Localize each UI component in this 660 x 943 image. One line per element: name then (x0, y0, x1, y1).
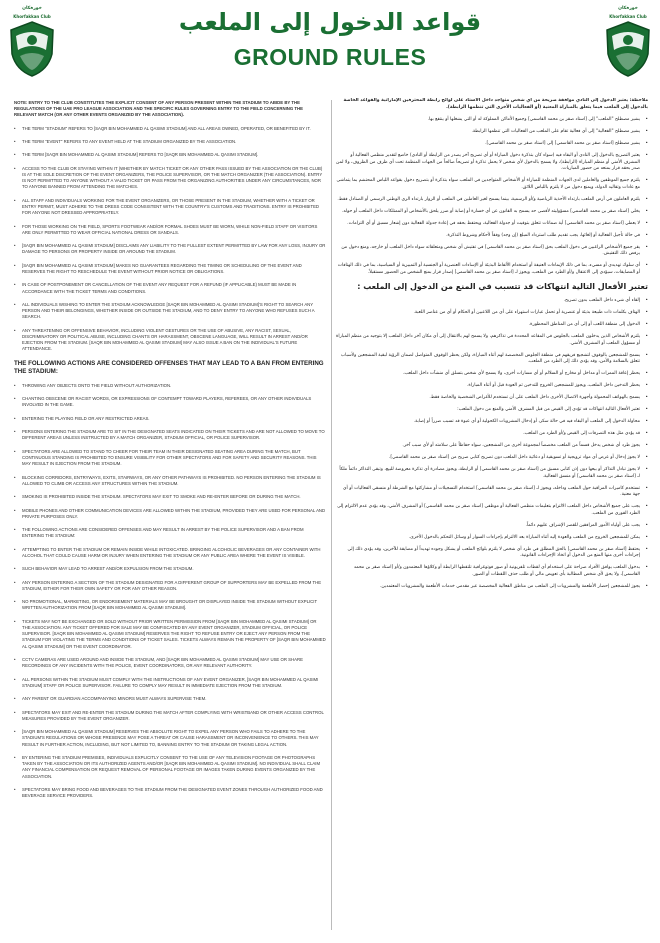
rule-text: [SAQR BIN MOHAMMED AL QASIMI STADIUM] RESERVES THE ABSOLUTE RIGHT TO EXPEL ANY PERSON WHO FAILS TO ADHERE TO THE STADIUM'S REGULATIONS OR WHOSE PRESENCE MAY POSE A THREAT OR CAUSE HARASSMENT OR INCONVENIENCE TO OTHERS. THIS MAY RESULT IN FURTHER ACTION, INCLUDING, BUT NOT LIMITED TO, BANNING ENTRY TO THE STADIUM OR TAKING LEGAL ACTION. (22, 729, 319, 747)
rule-item (14, 429, 326, 441)
rule-text: يشير مصطلح "الملعب" إلى [استاد صقر بن محمد القاسمي] وجميع الأماكن المملوكة له أو التي يشغلها أو ينتفع بها. (427, 117, 640, 123)
bullet-icon: • (14, 165, 16, 171)
rule-item (14, 755, 326, 780)
bullet-icon: • (645, 431, 648, 437)
rule-item (14, 619, 326, 650)
bullet-icon: • (14, 301, 16, 307)
bullet-icon: • (645, 321, 648, 327)
rule-text: يحظر إعاقة الممرات أو مداخل أو مخارج أو السلالم أو أي مسارات أخرى، ولا يسمح لأي شخص بتسلق أي منشآت داخل الملعب. (402, 371, 640, 377)
rule-text: SMOKING IS PROHIBITED INSIDE THE STADIUM. SPECTATORS MAY EXIT TO SMOKE AND RE-ENTER BEFORE OR DURING THE MATCH. (22, 494, 301, 500)
page-title-arabic: قواعد الدخول إلى الملعب (178, 8, 482, 36)
rule-item (336, 395, 648, 402)
rule-item (14, 547, 326, 559)
rule-text: قد يؤدي مثل هذه التصرفات إلى القبض و/أو الطرد من الملعب. (523, 431, 640, 437)
logo-club-name-ar: خورفكان (22, 6, 42, 11)
bullet-icon: • (14, 618, 16, 624)
bullet-icon: • (645, 117, 648, 123)
arabic-rules-list (336, 117, 648, 276)
bullet-icon: • (645, 196, 648, 202)
rule-item (336, 565, 648, 578)
bullet-icon: • (645, 504, 648, 510)
bullet-icon: • (14, 474, 16, 480)
rule-item (336, 419, 648, 426)
rule-item (336, 263, 648, 276)
rule-text: THE TERM [SAQR BIN MOHAMMED AL QASIMI STADIUM] REFERS TO [SAQR BIN MOHAMMED AL QASIMI STADIUM]. (22, 152, 259, 158)
rule-item (336, 353, 648, 366)
bullet-icon: • (14, 382, 16, 388)
rule-item (336, 383, 648, 390)
rule-text: THE TERM "EVENT" REFERS TO ANY EVENT HELD AT THE STADIUM ORGANIZED BY THE ASSOCIATION. (22, 139, 237, 144)
bullet-icon: • (14, 527, 16, 533)
rule-item (14, 166, 326, 191)
rule-item (336, 504, 648, 517)
rule-text: يسمح للمشجعين بالوقوف لتشجيع فريقهم في منطقة الجلوس المخصصة لهم أثناء المباراة، ولكن يحظر الوقوف المتواصل لضمان الرؤية لبقية المشجعين ولأسباب تتعلق بالسلامة والأمن، وقد يؤدي ذلك إلى الطرد من الملعب. (340, 352, 640, 365)
rule-item (336, 407, 648, 414)
rule-item (336, 334, 648, 347)
bullet-icon: • (14, 579, 16, 585)
bullet-icon: • (14, 139, 16, 144)
bullet-icon: • (645, 383, 648, 389)
rule-text: CCTV CAMERAS ARE USED AROUND AND INSIDE THE STADIUM, AND [SAQR BIN MOHAMMED AL QASIMI STADIUM] MAY USE OR SHARE RECORDINGS OF ANY INCIDENTS WITH THE POLICE, EVENT COORDINATORS, OR ANY RELEVANT AUTHORITY. (22, 657, 303, 669)
bullet-icon: • (14, 546, 16, 552)
rule-item (14, 302, 326, 321)
rule-text: ATTEMPTING TO ENTER THE STADIUM OR REMAIN INSIDE WHILE INTOXICATED. BRINGING ALCOHOLIC BEVERAGES OR ANY CONTAINER WITH ALCOHOL THAT COULD CAUSE HARM OR INJURY WHEN ENTERING THE STADIUM OR ANY PUBLIC AREA WHERE THE EVENT IS VISIBLE. (22, 546, 321, 558)
bullet-icon: • (14, 327, 16, 333)
bullet-icon: • (14, 709, 16, 715)
rule-item (14, 152, 326, 158)
bullet-icon: • (14, 243, 16, 249)
bullet-icon: • (645, 220, 648, 226)
bullet-icon: • (645, 395, 648, 401)
english-section-heading: THE FOLLOWING ACTIONS ARE CONSIDERED OFFENSES THAT MAY LEAD TO A BAN FROM ENTERING THE STADIUM: (14, 359, 324, 375)
rule-item (336, 310, 648, 317)
bullet-icon: • (645, 419, 648, 425)
arabic-section-heading: تعتبر الأفعال التالية انتهاكات قد تتسبب في المنع من الدخول إلى الملعب : (357, 281, 648, 291)
rule-text: IN CASE OF POSTPONEMENT OR CANCELLATION OF THE EVENT ANY REQUEST FOR A REFUND (IF APPLICABLE) MUST BE MADE IN ACCORDANCE WITH THE TICKET TERMS AND CONDITIONS. (22, 282, 297, 294)
rule-text: ACCESS TO THE CLUB OR STAYING WITHIN IT (WHETHER BY MATCH TICKET OR ANY OTHER PASS ISSUED BY THE ASSOCIATION OR THE CLUB) IS AT THE SOLE DISCRETION OF THE EVENT ORGANIZERS, THE POLICE SUPERVISOR, OR THE MATCH ORGANIZER (THE ASSOCIATION). ENTRY IS NOT PERMITTED TO ANYONE WITHOUT A VALID TICKET OR PASS FROM THE ORGANIZING AUTHORITIES UNDER ANY CIRCUMSTANCES, NOR TO ANYONE BANNED FROM ATTENDING THE MATCHES. (22, 165, 323, 190)
rule-item (14, 787, 326, 799)
rule-item (336, 141, 648, 148)
rule-text: SPECTATORS MAY BRING FOOD AND BEVERAGES TO THE STADIUM FROM THE DESIGNATED EVENT ZONES THROUGH AUTHORIZED FOOD AND BEVERAGE SERVICE PROVIDERS. (22, 787, 323, 799)
rule-text: محاولة الدخول إلى الملعب أو البقاء فيه في حالة سكر، أو إدخال المشروبات الكحولية أو أي عبوة قد تسبب ضرراً أو إصابة. (413, 419, 640, 425)
bullet-icon: • (14, 282, 16, 288)
rule-item (336, 486, 648, 499)
english-rules-list (14, 126, 326, 353)
page-title-english: GROUND RULES (233, 44, 427, 70)
rule-text: TICKETS MAY NOT BE EXCHANGED OR SOLD WITHOUT PRIOR WRITTEN PERMISSION FROM [SAQR BIN MOHAMMED AL QASIMI STADIUM] OR THE ASSOCIATION. ANY TICKET OFFERED FOR SALE MAY BE CONFISCATED BY ANY EVENT ORGANIZER, STADIUM OFFICIAL, OR POLICE SUPERVISOR. [SAQR BIN MOHAMMED AL QASIMI STADIUM] RESERVES THE RIGHT TO REFUSE ENTRY OR EJECT ANY PERSON FROM THE STADIUM FOR VIOLATING THE TERMS AND CONDITIONS OF TICKET SALES. TICKETS ALWAYS REMAIN THE PROPERTY OF [SAQR BIN MOHAMMED AL QASIMI STADIUM] OR THE EVENT COORDINATOR. (22, 618, 326, 649)
rule-item (336, 443, 648, 450)
rule-item (14, 416, 326, 422)
rule-text: تعتبر الأفعال التالية انتهاكات قد تؤدي إلى القبض من قبل المشرف الأمني والمنع من دخول الملعب: (457, 407, 640, 413)
bullet-icon: • (14, 223, 16, 229)
rule-text: يجب على جميع الأشخاص داخل الملعب الالتزام بتعليمات منظمي الفعالية أو موظفي [استاد صقر بن محمد القاسمي] أو المشرف الأمني، وقد يؤدي عدم الالتزام إلى الطرد الفوري من الملعب. (337, 504, 640, 516)
rule-item (336, 129, 648, 136)
bullet-icon: • (645, 466, 648, 472)
rule-item (336, 245, 648, 258)
bullet-icon: • (645, 129, 648, 135)
rule-text: يخلي [استاد صقر بن محمد القاسمي] مسؤوليته لأقصى حد يسمح به القانون عن أي خسارة أو إصابة أو ضرر يلحق بالأشخاص أو الممتلكات داخل الملعب أو حوله. (341, 208, 640, 214)
rule-item (14, 383, 326, 389)
rule-text: أي سلوك تهديدي أو مسيء، بما في ذلك الإيماءات العنيفة أو استخدام الألفاظ البذيئة أو الإساءات العنصرية أو الجنسية أو التمييزية أو السياسية، بما في ذلك الهتافات أو المضايقات، سيؤدي إلى الاعتقال و/أو الطرد من الملعب، ويجوز لـ [استاد صقر بن محمد القاسمي] إصدار قرار بمنع الشخص من الحضور مستقبلاً. (337, 263, 640, 275)
rule-item (14, 566, 326, 572)
rule-text: THE TERM "STADIUM" REFERS TO [SAQR BIN MOHAMMED AL QASIMI STADIUM] AND ALL AREAS OWNED, OPERATED, OR BENEFITED BY IT. (22, 125, 311, 131)
rule-item (336, 431, 648, 438)
bullet-icon: • (14, 755, 16, 761)
rule-text: THROWING ANY OBJECTS ONTO THE FIELD WITHOUT AUTHORIZATION. (22, 382, 172, 388)
rule-text: ALL INDIVIDUALS WISHING TO ENTER THE STADIUM ACKNOWLEDGE [SAQR BIN MOHAMMED AL QASIMI STADIUM]'S RIGHT TO SEARCH ANY PERSON AND THEIR BELONGINGS, WHETHER INSIDE OR OUTSIDE THE STADIUM, AND TO DENY ENTRY TO ANYONE WHO REFUSES SUCH A SEARCH. (22, 301, 315, 320)
bullet-icon: • (645, 309, 648, 315)
rule-item (14, 475, 326, 487)
rule-item (336, 197, 648, 204)
rule-item (14, 599, 326, 611)
bullet-icon: • (14, 197, 16, 203)
header (0, 0, 660, 92)
bullet-icon: • (14, 599, 16, 605)
rule-item (14, 494, 326, 500)
rule-item (14, 677, 326, 689)
rule-item (336, 584, 648, 591)
rule-text: SPECTATORS MAY EXIT AND RE-ENTER THE STADIUM DURING THE MATCH AFTER COMPLYING WITH WRISTBAND OR OTHER ACCESS CONTROL MEASURES PROVIDED BY THE EVENT ORGANIZER. (22, 709, 324, 721)
rule-text: FOR THOSE WORKING ON THE FIELD, SPORTS FOOTWEAR AND/OR FORMAL SHOES MUST BE WORN, WHILE NON-FIELD STAFF OR VISITORS ARE ONLY PERMITTED TO WEAR OFFICIAL NATIONAL DRESS OR SANDALS. (22, 223, 318, 235)
bullet-icon: • (645, 407, 648, 413)
bullet-icon: • (14, 696, 16, 702)
bullet-icon: • (645, 352, 648, 358)
bullet-icon: • (645, 565, 648, 571)
bullet-icon: • (645, 208, 648, 214)
arabic-offenses-list (336, 298, 648, 590)
arabic-column (336, 98, 648, 936)
rule-text: BY ENTERING THE STADIUM PREMISES, INDIVIDUALS EXPLICITLY CONSENT TO THE USE OF ANY TELEVISION FOOTAGE OR PHOTOGRAPHS TAKEN BY THE ASSOCIATION OR ITS AUTHORIZED AGENTS AND/OR [SAQR BIN MOHAMMED AL QASIMI STADIUM]. NO INDIVIDUAL SHALL CLAIM ANY FINANCIAL COMPENSATION OR REQUEST REMOVAL OF PERSONAL FOOTAGE OR IMAGES TAKEN DURING EVENTS ORGANIZED BY THE ASSOCIATION. (22, 755, 321, 779)
rule-text: [SAQR BIN MOHAMMED AL QASIMI STADIUM] MAKES NO GUARANTEES REGARDING THE TIMING OR SCHEDULING OF THE EVENT AND RESERVES THE RIGHT TO RESCHEDULE THE EVENT WITHOUT PRIOR NOTICE OR OBLIGATIONS. (22, 262, 302, 274)
rule-item (14, 449, 326, 468)
rule-text: ANY THREATENING OR OFFENSIVE BEHAVIOR, INCLUDING VIOLENT GESTURES OR THE USE OF ABUSIVE, ANY RACIST, SEXUAL, DISCRIMINATORY OR POLITICAL ABUSE, INCLUDING CHANTS OR HARASSMENT, OBSCENE LANGUAGE, WILL RESULT IN ARREST AND/OR EJECTION FROM THE STADIUM. [SAQR BIN MOHAMMED AL QASIMI STADIUM] MAY ALSO ISSUE A BAN ON THE INDIVIDUAL'S FUTURE ATTENDANCE. (22, 327, 308, 352)
bullet-icon: • (14, 152, 16, 158)
rule-text: الدخول إلى منطقة اللعب أو إلى أي من المناطق المحظورة. (528, 321, 640, 327)
logo-club-name-en: Khorfakkan Club (13, 14, 51, 19)
rule-text: CHANTING OBSCENE OR RACIST WORDS, OR EXPRESSIONS OF CONTEMPT TOWARD PLAYERS, REFEREES, OR ANY OTHER INDIVIDUALS INVOLVED IN THE GAME. (22, 396, 312, 408)
rule-item (336, 153, 648, 173)
rule-item (14, 508, 326, 520)
rule-text: NO PROMOTIONAL, MARKETING, OR ENDORSEMENT MATERIALS MAY BE BROUGHT OR DISPLAYED INSIDE THE STADIUM WITHOUT EXPLICIT WRITTEN AUTHORIZATION FROM [SAQR BIN MOHAMMED AL QASIMI STADIUM]. (22, 599, 318, 611)
rule-text: SPECTATORS ARE ALLOWED TO STAND TO CHEER FOR THEIR TEAM IN THEIR DESIGNATED SEATING AREA DURING THE MATCH, BUT CONTINUOUS STANDING IS PROHIBITED TO ENSURE VISIBILITY FOR OTHER SPECTATORS AND FOR SAFETY AND SECURITY REASONS. THIS MAY RESULT IN EJECTION FROM THE STADIUM. (22, 448, 317, 467)
logo-club-name-en: Khorfakkan Club (609, 14, 647, 19)
rule-text: يمكن للمشجعين الخروج من الملعب والعودة إليه أثناء المباراة بعد الالتزام بإجراءات السوار أو وسائل التحكم بالدخول الأخرى. (408, 534, 640, 540)
rule-item (336, 547, 648, 560)
rule-text: [SAQR BIN MOHAMMED AL QASIMI STADIUM] DISCLAIMS ANY LIABILITY TO THE FULLEST EXTENT PERMITTED BY LAW FOR ANY LOSS, INJURY OR DAMAGE TO PERSONS OR PROPERTY INSIDE OR AROUND THE STADIUM. (22, 243, 326, 255)
rule-item (14, 328, 326, 353)
rule-text: بدخول الملعب يوافق الأفراد صراحة على استخدام أي لقطات تلفزيونية أو صور فوتوغرافية تلتقطها الرابطة أو وكلاؤها المعتمدون و/أو [استاد صقر بن محمد القاسمي]، ولا يحق لأي شخص المطالبة بأي تعويض مالي أو طلب حذف اللقطات أو الصور. (353, 565, 640, 577)
bullet-icon: • (14, 676, 16, 682)
bullet-icon: • (645, 485, 648, 491)
rule-item (14, 126, 326, 132)
bullet-icon: • (645, 141, 648, 147)
bullet-icon: • (645, 522, 648, 528)
bullet-icon: • (645, 333, 648, 339)
rule-text: يسمح بالهواتف المحمولة وأجهزة الاتصال الأخرى داخل الملعب على أن تستخدم للأغراض الشخصية والخاصة فقط. (429, 395, 640, 401)
bullet-icon: • (645, 153, 648, 159)
rule-item (336, 209, 648, 216)
rule-item (14, 527, 326, 539)
bullet-icon: • (645, 244, 648, 250)
english-offenses-list (14, 383, 326, 800)
column-divider (331, 100, 332, 930)
bullet-icon: • (14, 494, 16, 500)
bullet-icon: • (645, 297, 648, 303)
rule-item (336, 371, 648, 378)
bullet-icon: • (14, 657, 16, 663)
rule-item (14, 139, 326, 145)
rule-item (336, 535, 648, 542)
rule-text: THE FOLLOWING ACTIONS ARE CONSIDERED OFFENSES AND MAY RESULT IN ARREST BY THE POLICE SUPERVISOR AND A BAN FROM ENTERING THE STADIUM: (22, 527, 304, 539)
rule-text: يعتبر التصريح بالدخول إلى النادي أو البقاء فيه (سواء كان بتذكرة دخول المباراة أو أي تصريح آخر يصدر من الرابطة أو النادي) خاضع لتقدير منظمي الفعالية أو المشرف الأمني أو منظم المباراة (الرابطة)، ولا يسمح بالدخول لأي شخص لا يحمل تذكرة أو تصريحاً صالحاً من الجهات المنظمة تحت أي ظرف من الظروف، ولا لمن صدر بحقه قرار بمنعه من حضور المباريات. (336, 153, 640, 172)
rule-text: إلقاء أي شيء داخل الملعب بدون تصريح. (563, 297, 640, 303)
rule-text: لا يجوز تبادل التذاكر أو بيعها دون إذن كتابي مسبق من [استاد صقر بن محمد القاسمي] أو الرابطة، ويجوز مصادرة أي تذكرة معروضة للبيع، وتبقى التذاكر دائماً ملكاً لـ [استاد صقر بن محمد القاسمي] أو منسق الفعالية. (339, 466, 640, 479)
rule-item (14, 657, 326, 669)
bullet-icon: • (14, 566, 16, 572)
rule-text: الهتاف بكلمات ذات طبيعة بذيئة أو عنصرية أو تحمل عبارات استهزاء على أي من اللاعبين أو الحكام أو أي من عناصر اللعبة. (413, 309, 640, 315)
bullet-icon: • (645, 263, 648, 269)
bullet-icon: • (14, 448, 16, 454)
rule-text: يلتزم الأشخاص الذين يدخلون الملعب بالجلوس في المقاعد المحددة في تذاكرهم، ولا يسمح لهم بالانتقال إلى أي مكان آخر داخل الملعب إلا بتوجيه من منظم المباراة أو مسؤول الملعب أو المشرف الأمني. (336, 333, 640, 346)
rule-text: MOBILE PHONES AND OTHER COMMUNICATION DEVICES ARE ALLOWED WITHIN THE STADIUM, PROVIDED THEY ARE USED FOR PERSONAL AND PRIVATE PURPOSES ONLY. (22, 507, 326, 519)
rule-item (14, 263, 326, 275)
bullet-icon: • (14, 125, 16, 131)
logo-club-name-ar: خورفكان (618, 6, 638, 11)
rule-text: لا يعطي [استاد صقر بن محمد القاسمي] أية ضمانات تتعلق بتوقيت أو جدولة الفعالية، ويحتفظ بحقه في إعادة جدولة الفعالية دون إشعار مسبق أو أي التزامات. (347, 220, 640, 226)
rule-item (14, 696, 326, 702)
rule-item (336, 322, 648, 329)
rule-item (336, 467, 648, 480)
rule-item (14, 198, 326, 217)
rule-item (336, 117, 648, 124)
rule-item (14, 224, 326, 236)
rule-text: تستخدم كاميرات المراقبة حول الملعب وداخله، ويجوز لـ [استاد صقر بن محمد القاسمي] استخدام التسجيلات أو مشاركتها مع الشرطة أو منسقي الفعاليات أو أي جهة معنية. (343, 485, 640, 498)
bullet-icon: • (645, 443, 648, 448)
rule-item (336, 233, 648, 240)
bullet-icon: • (14, 787, 16, 793)
bullet-icon: • (645, 534, 648, 540)
rule-text: ENTERING THE PLAYING FIELD OR ANY RESTRICTED AREAS. (22, 415, 150, 421)
rule-text: يلتزم جميع الموظفين والعاملين لدى الجهات المنظمة للمباراة أو الأشخاص المتواجدين في الملعب سواء بتذكرة أو بتصريح دخول بقواعد اللباس المحتشم بما يتماشى مع عادات وتقاليد الدولة، ويمنع دخول من لا يلتزم باللباس اللائق. (336, 178, 640, 190)
rule-text: يجب على أولياء الأمور المرافقين للقصر الإشراف عليهم دائماً. (525, 522, 640, 528)
bullet-icon: • (14, 415, 16, 421)
rule-text: يشير مصطلح [استاد صقر بن محمد القاسمي] إلى [استاد صقر بن محمد القاسمي]. (485, 141, 640, 147)
rule-text: يحتفظ [استاد صقر بن محمد القاسمي] بالحق المطلق في طرد أي شخص لا يلتزم بلوائح الملعب أو يشكل وجوده تهديداً أو مضايقة للآخرين، وقد يؤدي ذلك إلى إجراءات أخرى منها المنع من الدخول أو اتخاذ الإجراءات القانونية. (347, 546, 640, 559)
rule-text: يقر جميع الأشخاص الراغبين في دخول الملعب بحق [استاد صقر بن محمد القاسمي] في تفتيش أي شخص ومتعلقاته سواء داخل الملعب أو خارجه، ومنع دخول من يرفض ذلك التفتيش. (341, 244, 640, 257)
rule-text: ALL PERSONS WITHIN THE STADIUM MUST COMPLY WITH THE INSTRUCTIONS OF ANY EVENT ORGANIZER, [SAQR BIN MOHAMMED AL QASIMI STADIUM] STAFF OR POLICE SUPERVISOR. FAILURE TO COMPLY MAY RESULT IN IMMEDIATE EJECTION FROM THE STADIUM. (22, 676, 319, 688)
rule-item (336, 298, 648, 305)
bullet-icon: • (14, 262, 16, 268)
bullet-icon: • (645, 371, 648, 377)
bullet-icon: • (645, 583, 648, 589)
bullet-icon: • (645, 232, 648, 238)
rule-text: في حالة تأجيل الفعالية أو إلغائها، يجب تقديم طلب استرداد المبلغ (إن وجد) وفقاً لأحكام وشروط التذكرة. (446, 232, 640, 238)
rule-text: PERSONS ENTERING THE STADIUM ARE TO SIT IN THE DESIGNATED SEATS INDICATED ON THEIR TICKETS AND ARE NOT ALLOWED TO MOVE TO DIFFERENT AREAS UNLESS INSTRUCTED BY A MATCH ORGANIZER, STADIUM OFFICIAL, OR POLICE SUPERVISOR. (22, 429, 325, 441)
bullet-icon: • (645, 546, 648, 552)
rule-text: يجوز للمشجعين إحضار الأطعمة والمشروبات إلى الملعب من مناطق الفعالية المخصصة عبر مقدمي خدمات الأطعمة والمشروبات المعتمدين. (379, 583, 640, 589)
rule-item (14, 282, 326, 294)
rule-item (336, 178, 648, 191)
rule-text: BLOCKING CORRIDORS, ENTRYWAYS, EXITS, STAIRWAYS, OR ANY OTHER PATHWAYS IS PROHIBITED. NO PERSON ENTERING THE STADIUM IS ALLOWED TO CLIMB OR ACCESS ANY STRUCTURES WITHIN THE STADIUM. (22, 474, 321, 486)
rule-item (336, 221, 648, 228)
rule-text: يجوز طرد أي شخص يدخل قسماً من الملعب مخصصاً لمجموعة أخرى من المشجعين، سواء حفاظاً على سلامته أو لأي سبب آخر. (402, 443, 640, 448)
rule-item (14, 243, 326, 255)
rule-text: يحظر التدخين داخل الملعب، ويجوز للمشجعين الخروج للتدخين ثم العودة قبل أو أثناء المباراة. (466, 383, 640, 389)
bullet-icon: • (14, 396, 16, 402)
bullet-icon: • (645, 454, 648, 460)
rule-item (14, 729, 326, 748)
bullet-icon: • (14, 507, 16, 513)
rule-text: ANY PARENT OR GUARDIAN ACCOMPANYING MINORS MUST ALWAYS SUPERVISE THEM. (22, 696, 207, 702)
rule-item (14, 710, 326, 722)
bullet-icon: • (14, 429, 16, 435)
english-column (14, 100, 326, 936)
rule-item (14, 580, 326, 592)
bullet-icon: • (645, 178, 648, 184)
rule-text: يشير مصطلح "الفعالية" إلى أي فعالية تقام على الملعب من الفعاليات التي تنظمها الرابطة. (471, 129, 640, 135)
rule-text: SUCH BEHAVIOR MAY LEAD TO ARREST AND/OR EXPULSION FROM THE STADIUM. (22, 566, 194, 572)
bullet-icon: • (14, 729, 16, 735)
rule-item (14, 396, 326, 408)
rule-text: يلتزم العاملون في أرض الملعب بارتداء الأحذية الرياضية و/أو الرسمية، بينما يسمح لغير العاملين في الملعب أو الزوار بارتداء الزي الوطني الرسمي أو الصنادل فقط. (337, 196, 640, 202)
rule-text: لا يجوز إدخال أو عرض أي مواد ترويجية أو تسويقية أو دعائية داخل الملعب دون تصريح كتابي صريح من [استاد صقر بن محمد القاسمي]. (388, 454, 640, 460)
english-intro-note: NOTE: ENTRY TO THE CLUB CONSTITUTES THE EXPLICIT CONSENT OF ANY PERSON PRESENT WITHIN THE STADIUM TO ABIDE BY THE REGULATIONS OF THE UAE PRO LEAGUE ASSOCIATION AND THE SPECIFIC RULES GOVERNING ENTRY TO THE FIELD CONCERNING THE RELEVANT MATCH (OR ANY OTHER EVENTS ORGANIZED BY THE ASSOCIATION). (14, 100, 304, 118)
rule-item (336, 523, 648, 530)
rule-item (336, 455, 648, 462)
arabic-intro-note: ملاحظة: يعتبر الدخول إلى النادي موافقة صريحة من أي شخص متواجد داخل الاستاد على لوائح رابطة المحترفين الإماراتية والقواعد الخاصة بالدخول إلى الملعب فيما يتعلق بالمباراة المعنية (أو الفعاليات الأخرى التي تنظمها الرابطة). (343, 98, 648, 110)
rule-text: ANY PERSON ENTERING A SECTION OF THE STADIUM DESIGNATED FOR A DIFFERENT GROUP OF SUPPORTERS MAY BE EXPELLED FROM THE STADIUM, EITHER FOR THEIR OWN SAFETY OR FOR ANY OTHER REASON. (22, 579, 322, 591)
rule-text: ALL STAFF AND INDIVIDUALS WORKING FOR THE EVENT ORGANIZERS, OR THOSE PRESENT IN THE STADIUM, WHETHER WITH A TICKET OR ENTRY PERMIT, MUST ADHERE TO THE DRESS CODE CONSISTENT WITH THE COUNTRY'S CUSTOMS AND TRADITIONS. ENTRY IS PROHIBITED FOR ANYONE NOT DRESSED APPROPRIATELY. (22, 197, 320, 216)
